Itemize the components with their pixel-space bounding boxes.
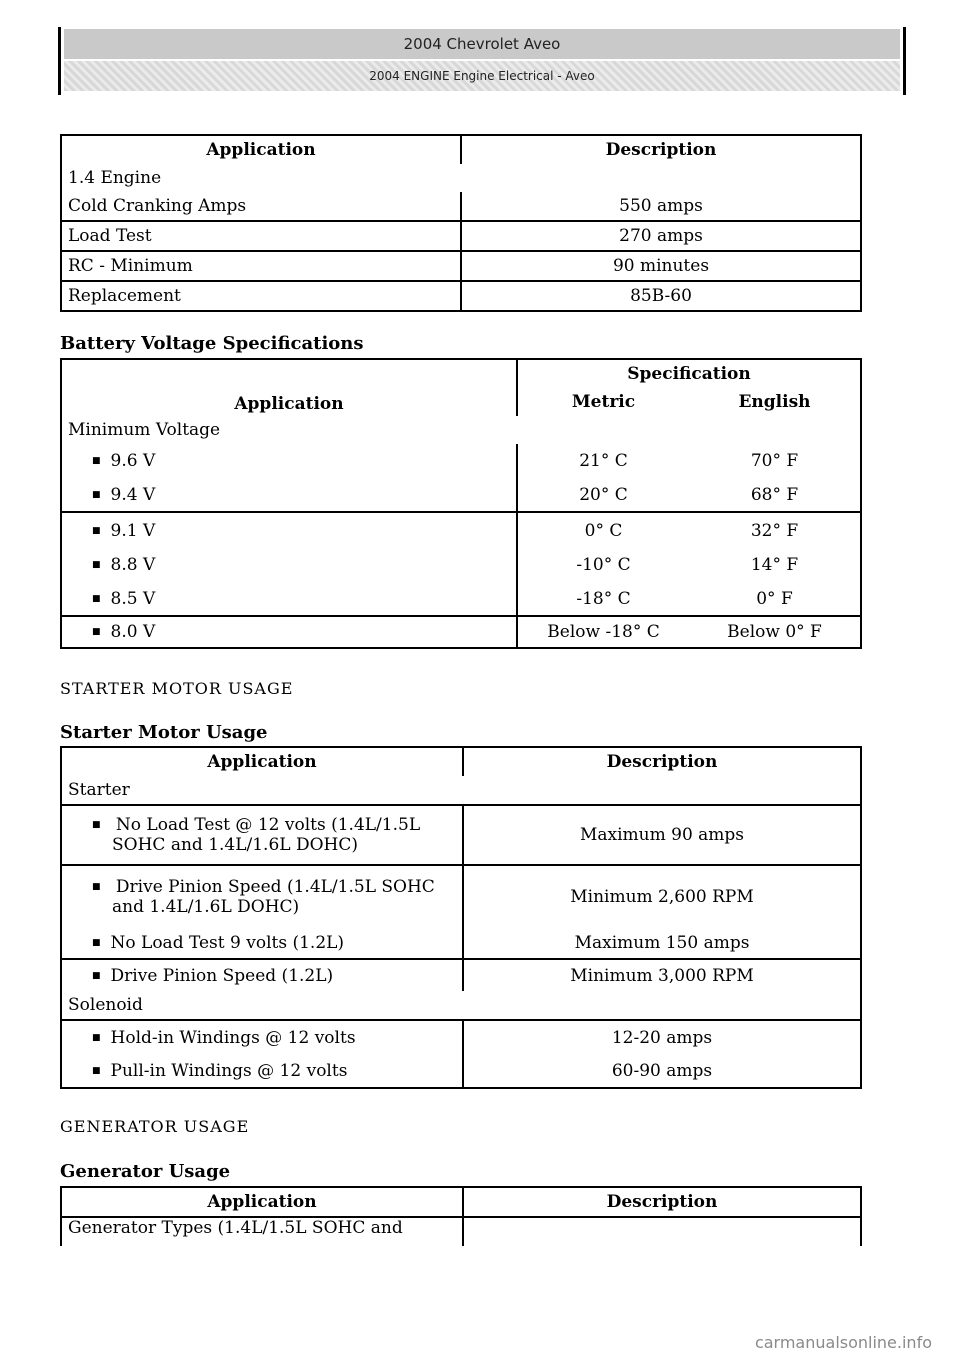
row-description: 12-20 amps	[463, 1020, 861, 1054]
row-metric: 20° C	[517, 478, 689, 512]
col-description-header: Description	[606, 1192, 718, 1212]
group-label: 1.4 Engine	[61, 164, 861, 192]
row-application: ■ Pull-in Windings @ 12 volts	[61, 1054, 463, 1088]
table-row	[61, 1217, 861, 1246]
table-group-row	[61, 164, 861, 192]
table-header-row	[61, 135, 861, 164]
group-label: Minimum Voltage	[61, 416, 861, 444]
row-application: Generator Types (1.4L/1.5L SOHC and	[61, 1217, 463, 1246]
table-row	[61, 1020, 861, 1054]
row-application: ■ 8.8 V	[61, 548, 517, 582]
row-application	[61, 805, 463, 865]
table-row	[61, 865, 861, 927]
row-metric: 21° C	[517, 444, 689, 478]
table-row	[61, 805, 861, 865]
row-metric: -10° C	[517, 548, 689, 582]
table-row	[61, 927, 861, 959]
row-description: 85B-60	[461, 281, 861, 311]
row-english: Below 0° F	[689, 616, 861, 648]
header-title: 2004 Chevrolet Aveo	[64, 29, 900, 59]
row-application: RC - Minimum	[61, 251, 461, 281]
row-description: Maximum 150 amps	[463, 927, 861, 959]
table-row	[61, 251, 861, 281]
row-english: 0° F	[689, 582, 861, 616]
row-metric: 0° C	[517, 512, 689, 548]
row-metric: Below -18° C	[517, 616, 689, 648]
row-application: ■ Drive Pinion Speed (1.2L)	[61, 959, 463, 991]
battery-spec-table	[60, 134, 862, 312]
group-label-starter: Starter	[61, 776, 861, 805]
row-application: ■ 8.0 V	[61, 616, 517, 648]
starter-section-title: STARTER MOTOR USAGE	[60, 679, 294, 698]
row-description: Maximum 90 amps	[463, 805, 861, 865]
row-application: Replacement	[61, 281, 461, 311]
col-application-header: Application	[61, 1187, 463, 1217]
row-application: ■ 8.5 V	[61, 582, 517, 616]
row-description: Minimum 2,600 RPM	[463, 865, 861, 927]
row-description: 60-90 amps	[463, 1054, 861, 1088]
table-row	[61, 444, 861, 478]
col-metric-header: Metric	[517, 388, 689, 416]
col-application-header: Application	[61, 359, 517, 416]
row-description	[463, 1217, 861, 1246]
row-english: 70° F	[689, 444, 861, 478]
generator-caption: Generator Usage	[60, 1161, 231, 1182]
row-application-line2: SOHC and 1.4L/1.6L DOHC)	[112, 835, 359, 855]
table-group-row	[61, 991, 861, 1020]
row-description: 90 minutes	[461, 251, 861, 281]
row-english: 68° F	[689, 478, 861, 512]
col-description-header: Description	[463, 747, 861, 776]
row-application-line1: No Load Test @ 12 volts (1.4L/1.5L	[115, 815, 421, 835]
col-specification-header: Specification	[517, 359, 861, 388]
header-right-rule	[903, 27, 906, 95]
group-label-solenoid: Solenoid	[61, 991, 861, 1020]
table-header-row	[61, 747, 861, 776]
row-application: ■ 9.4 V	[61, 478, 517, 512]
table-row	[61, 478, 861, 512]
generator-section-title: GENERATOR USAGE	[60, 1117, 250, 1136]
generator-usage-table	[60, 1186, 862, 1246]
row-description: 270 amps	[461, 221, 861, 251]
col-application-header: Application	[61, 747, 463, 776]
voltage-caption: Battery Voltage Specifications	[60, 333, 364, 354]
row-description: Minimum 3,000 RPM	[463, 959, 861, 991]
starter-usage-table	[60, 746, 862, 1089]
document-header	[58, 27, 906, 95]
row-application	[61, 865, 463, 927]
table-row	[61, 959, 861, 991]
row-english: 14° F	[689, 548, 861, 582]
table-row	[61, 192, 861, 221]
row-application: Cold Cranking Amps	[61, 192, 461, 221]
table-header-row	[61, 1187, 861, 1217]
table-header-row	[61, 359, 861, 388]
table-row	[61, 582, 861, 616]
table-row	[61, 1054, 861, 1088]
col-description-header: Description	[461, 135, 861, 164]
table-group-row	[61, 776, 861, 805]
row-application-line2: and 1.4L/1.6L DOHC)	[112, 896, 300, 917]
row-application: ■ No Load Test 9 volts (1.2L)	[61, 927, 463, 959]
col-application-header: Application	[61, 135, 461, 164]
table-row	[61, 548, 861, 582]
starter-caption: Starter Motor Usage	[60, 722, 268, 743]
header-left-rule	[58, 27, 61, 95]
row-application: ■ 9.6 V	[61, 444, 517, 478]
table-row	[61, 616, 861, 648]
row-english: 32° F	[689, 512, 861, 548]
table-row	[61, 221, 861, 251]
col-english-header: English	[689, 388, 861, 416]
row-application: Load Test	[61, 221, 461, 251]
row-application: ■ 9.1 V	[61, 512, 517, 548]
watermark: carmanualsonline.info	[754, 1333, 932, 1352]
header-subtitle: 2004 ENGINE Engine Electrical - Aveo	[64, 61, 900, 91]
table-group-row	[61, 416, 861, 444]
table-row	[61, 512, 861, 548]
voltage-spec-table	[60, 358, 862, 649]
row-application-line1: Drive Pinion Speed (1.4L/1.5L SOHC	[115, 876, 435, 897]
row-description: 550 amps	[461, 192, 861, 221]
table-row	[61, 281, 861, 311]
row-application: ■ Hold-in Windings @ 12 volts	[61, 1020, 463, 1054]
row-metric: -18° C	[517, 582, 689, 616]
